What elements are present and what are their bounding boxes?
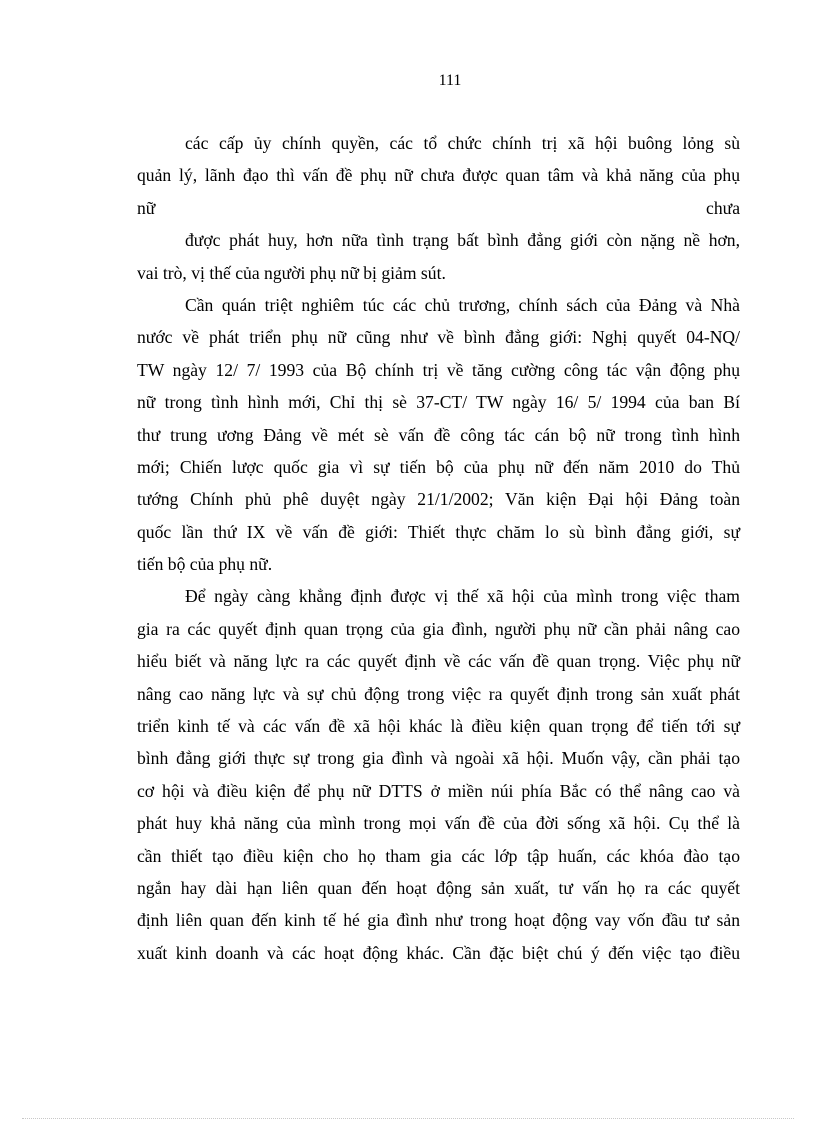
text-line: triển kinh tế và các vấn đề xã hội khác là điều kiện quan trọng để tiến tới sự (137, 716, 740, 737)
text-line: thư trung ương Đảng về mét sè vấn đề công tác cán bộ nữ trong tình hình (137, 424, 740, 445)
text-line: Để ngày càng khẳng định được vị thế xã hội của mình trong việc tham (185, 586, 740, 607)
text-fragment: chưa (706, 197, 740, 218)
text-line: mới; Chiến lược quốc gia vì sự tiến bộ của phụ nữ đến năm 2010 do Thủ (137, 456, 740, 477)
text-line: nâng cao năng lực và sự chủ động trong việc ra quyết định trong sản xuất phát (137, 683, 740, 704)
text-line: xuất kinh doanh và các hoạt động khác. Cần đặc biệt chú ý đến việc tạo điều (137, 942, 740, 963)
text-line: gia ra các quyết định quan trọng của gia đình, người phụ nữ cần phải nâng cao (137, 618, 740, 639)
text-line: cơ hội và điều kiện để phụ nữ DTTS ở miền núi phía Bắc có thể nâng cao và (137, 780, 740, 801)
text-line: bình đẳng giới thực sự trong gia đình và ngoài xã hội. Muốn vậy, cần phải tạo (137, 748, 740, 769)
page-number: 111 (438, 72, 462, 89)
text-line (137, 192, 740, 224)
text-line: các cấp ủy chính quyền, các tổ chức chính trị xã hội buông lỏng sù (185, 133, 740, 153)
text-line: vai trò, vị thế của người phụ nữ bị giảm sút. (137, 262, 446, 283)
text-line: nước về phát triển phụ nữ cũng như về bình đẳng giới: Nghị quyết 04-NQ/ (137, 327, 740, 348)
text-line: quốc lần thứ IX về vấn đề giới: Thiết thực chăm lo sù bình đẳng giới, sự (137, 521, 740, 542)
page-bottom-border (22, 1118, 794, 1119)
body-text (137, 127, 740, 969)
text-line: ngắn hay dài hạn liên quan đến hoạt động sản xuất, tư vấn họ ra các quyết (137, 877, 740, 898)
text-line: cần thiết tạo điều kiện cho họ tham gia các lớp tập huấn, các khóa đào tạo (137, 845, 740, 866)
text-line: phát huy khả năng của mình trong mọi vấn đề của đời sống xã hội. Cụ thể là (137, 813, 740, 834)
text-line: được phát huy, hơn nữa tình trạng bất bình đẳng giới còn nặng nề hơn, (185, 230, 740, 251)
text-line: quản lý, lãnh đạo thì vấn đề phụ nữ chưa được quan tâm và khả năng của phụ (137, 165, 740, 186)
text-line: định liên quan đến kinh tế hé gia đình như trong hoạt động vay vốn đầu tư sản (137, 910, 740, 931)
text-line: TW ngày 12/ 7/ 1993 của Bộ chính trị về tăng cường công tác vận động phụ (137, 359, 740, 380)
text-line: tiến bộ của phụ nữ. (137, 554, 273, 575)
text-line: Cần quán triệt nghiêm túc các chủ trương, chính sách của Đảng và Nhà (185, 294, 740, 315)
text-line: tướng Chính phủ phê duyệt ngày 21/1/2002; Văn kiện Đại hội Đảng toàn (137, 489, 740, 510)
text-fragment: nữ (137, 197, 156, 218)
text-line: nữ trong tình hình mới, Chỉ thị sè 37-CT/ TW ngày 16/ 5/ 1994 của ban Bí (137, 392, 740, 413)
text-line: hiểu biết và năng lực ra các quyết định về các vấn đề quan trọng. Việc phụ nữ (137, 651, 740, 672)
